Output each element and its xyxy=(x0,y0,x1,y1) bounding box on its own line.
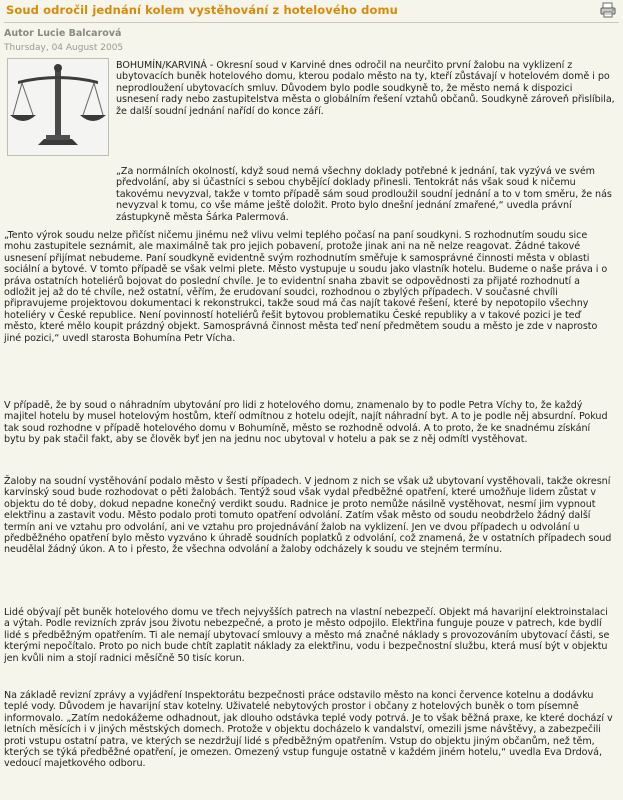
print-icon-glyph xyxy=(600,2,616,18)
paragraph: „Za normálních okolností, když soud nemá všechny doklady potřebné k jednání, tak vyzývá ve svém předvolání, aby si účastníci s sebou chybějící doklady přinesli. Tentokrát nás však soud k ničemu takovému nevyzval, takže v tomto případě sám soud prodloužil soudní jednání a to v tom směru, že nás nevyzval k tomu, co vše máme ještě doložit. Proto bylo dnešní jednání zmařené,“ uvedla právní zástupkyně města Šárka Palermová. xyxy=(116,166,612,223)
paragraph-lead: BOHUMÍN/KARVINÁ - Okresní soud v Karviné dnes odročil na neurčito první žalobu na vyklizení z ubytovacích buněk hotelového domu, kterou podalo město na ty, kteří zůstávají v hotelovém domě i po neprodloužení ubytovacích smluv. Důvodem bylo podle soudkyně to, že město nemá k dispozici usnesení rady nebo zastupitelstva města o globálním řešení vztahů občanů. Soudkyně zároveň přislíbila, že další soudní jednání nařídí do konce září. xyxy=(116,60,615,117)
article-author: Autor Lucie Balcarová xyxy=(4,28,122,39)
paragraph: Žaloby na soudní vystěhování podalo město v šesti případech. V jednom z nich se však už ubytovaní vystěhovali, takže okresní karvinský soud bude rozhodovat o pěti žalobách. Tentýž soud však vydal předběžné opatření, které umožňuje lidem zůstat v objektu do té doby, dokud nepadne konečný verdikt soudu. Radnice je proto nemůže násilně vystěhovat, nesmí jim vypnout elektřinu a zastavit vodu. Město podalo proti tomuto opatření odvolání. Zatím však město od soudu neobdrželo žádný další termín ani ve vztahu pro odvolání, ani ve vztahu pro projednávání žalob na vyklizení. Jen ve dvou případech u odvolání u předběžného opatření bylo město vyzváno k úhradě soudních poplatků z odvolání, což znamená, že v ostatních případech soud neudělal žádný úkon. A to i přesto, že všechna odvolání a žaloby odcházely k soudu ve stejném termínu. xyxy=(4,476,612,556)
paragraph: V případě, že by soud o náhradním ubytování pro lidi z hotelového domu, znamenalo by to podle Petra Víchy to, že každý majitel hotelu by musel hotelovým hostům, kteří odmítnou z hotelu odejít, najít náhradní byt. A to je podle něj absurdní. Pokud tak soud rozhodne v případě hotelového domu v Bohumíně, město se rozhodně odvolá. A to proto, že ke snadnému získání bytu by pak stačil fakt, aby se člověk byť jen na jednu noc ubytoval v hotelu a pak se z něj odmítl vystěhovat. xyxy=(4,400,608,446)
paragraph: „Tento výrok soudu nelze přičíst ničemu jinému než vlivu velmi teplého počasí na paní soudkyni. S rozhodnutím soudu sice mohu zastupitele seznámit, ale maximálně tak pro jejich pobavení, protože jinak ani na ně nelze reagovat. Žádné takové usnesení přijímat nebudeme. Paní soudkyně evidentně svým rozhodnutím směřuje k samosprávné činnosti města v oblasti sociální a bytové. V tomto případě se však velmi plete. Město vystupuje u soudu jako vlastník hotelu. Budeme o naše práva i o práva ostatních hoteliérů bojovat do poslední chvíle. Je to evidentní snaha zbavit se odpovědnosti za přijaté rozhodnutí a odložit jej až do té chvíle, než ostatní, věřím, že erudovaní soudci, rozhodnou o zbylých případech. V současné chvíli připravujeme projektovou dokumentaci k rekonstrukci, takže soud má čas najít takové řešení, které by nepotopilo všechny hoteliéry v České republice. Není povinností hoteliérů řešit bytovou problematiku České republiky a v takové pozici je teď město, které mělo koupit prázdný objekt. Samosprávná činnost města teď není předmětem soudu a město je zde v naprosto jiné pozici,“ uvedl starosta Bohumína Petr Vícha. xyxy=(4,230,608,344)
paragraph: Na základě revizní zprávy a vyjádření Inspektorátu bezpečnosti práce odstavilo město na konci července kotelnu a dodávku teplé vody. Důvodem je havarijní stav kotelny. Uživatelé nebytových prostor i občany z hotelových buněk o tom písemně informovalo. „Zatím nedokážeme odhadnout, jak dlouho odstávka teplé vody potrvá. Je to však běžná praxe, ke které dochází v letních měsících i v jiných městských domech. Protože v objektu docházelo k vandalství, omezili jsme návštěvy, a zabezpečili proti vstupu ostatní patra, ve kterých se nezdržují lidé s předběžným opatřením. Vstup do objektu jiným občanům, než těm, kterých se týká předběžné opatření, je omezen. Omezený vstup funguje ostatně v každém jiném hotelu,“ uvedla Eva Drdová, vedoucí majetkového odboru. xyxy=(4,690,613,770)
scales-of-justice-icon xyxy=(8,59,108,155)
paragraph: Lidé obývají pět buněk hotelového domu ve třech nejvyšších patrech na vlastní nebezpečí. Objekt má havarijní elektroinstalaci a výtah. Podle revizních zpráv jsou životu nebezpečné, a proto je město odpojilo. Elektřina funguje pouze v patrech, kde bydlí lidé s předběžným opatřením. Ti ale nemají ubytovací smlouvy a město má značné náklady s provozováním ubytovací části, se kterými nepočítalo. Proto po nich bude chtít zaplatit náklady za elektřinu, vodu i bezpečnostní službu, která musí být v objektu jen kvůli nim a stojí radnici měsíčně 50 tisíc korun. xyxy=(4,607,610,664)
article-title[interactable]: Soud odročil jednání kolem vystěhování z hotelového domu xyxy=(6,3,398,17)
article-date: Thursday, 04 August 2005 xyxy=(4,43,124,53)
article-image xyxy=(7,58,109,156)
print-icon[interactable] xyxy=(600,2,616,18)
title-bar xyxy=(4,0,619,23)
